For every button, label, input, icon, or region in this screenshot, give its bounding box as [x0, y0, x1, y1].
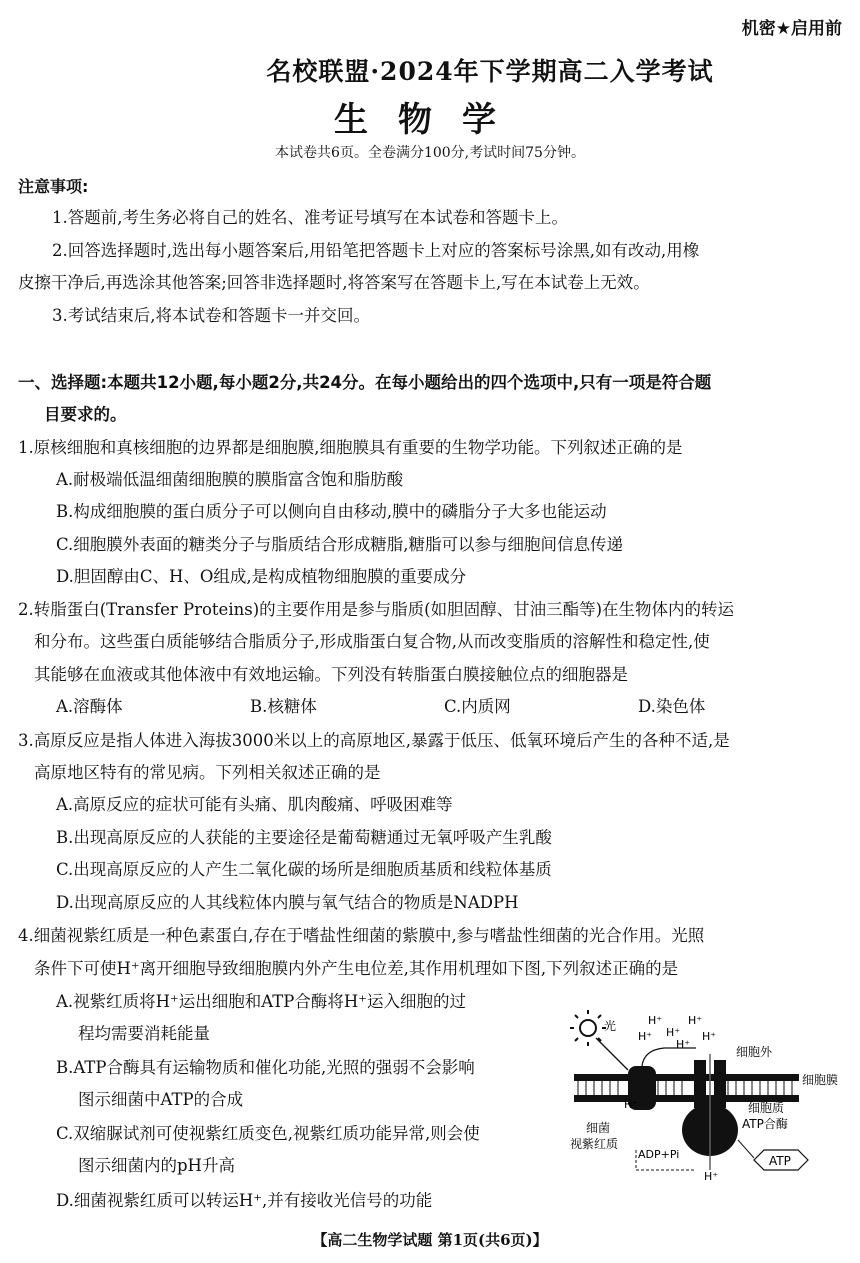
sun-icon [570, 1010, 606, 1046]
q4-option-d: D.细菌视紫红质可以转运H⁺,并有接收光信号的功能 [56, 1191, 433, 1210]
exam-title: 名校联盟·2024年下学期高二入学考试 [266, 57, 714, 86]
notice-item: 3.考试结束后,将本试卷和答题卡一并交回。 [52, 306, 370, 325]
exam-info: 本试卷共6页。全卷满分100分,考试时间75分钟。 [275, 145, 585, 161]
q4-stem: 4.细菌视紫红质是一种色素蛋白,存在于嗜盐性细菌的紫膜中,参与嗜盐性细菌的光合作用。光照 [18, 926, 705, 945]
notice-item: 皮擦干净后,再选涂其他答案;回答非选择题时,将答案写在答题卡上,写在本试卷上无效。 [18, 273, 650, 292]
q3-option-d: D.出现高原反应的人其线粒体内膜与氧气结合的物质是NADPH [56, 893, 519, 912]
q4-option-a-cont: 程均需要消耗能量 [78, 1024, 210, 1043]
adp-label: ADP+Pi [638, 1148, 680, 1161]
h-ion-label: H⁺ [648, 1014, 663, 1027]
subject-title: 生物学 [334, 100, 526, 140]
q4-option-c-cont: 图示细菌内的pH升高 [78, 1156, 235, 1175]
notice-item: 1.答题前,考生务必将自己的姓名、准考证号填写在本试卷和答题卡上。 [52, 208, 568, 227]
confidential-label: 机密★启用前 [741, 19, 842, 39]
q3-option-a: A.高原反应的症状可能有头痛、肌肉酸痛、呼吸困难等 [56, 795, 453, 814]
q2-option-c: C.内质网 [444, 697, 511, 716]
q2-stem: 2.转脂蛋白(Transfer Proteins)的主要作用是参与脂质(如胆固醇、甘油三酯等)在生物体内的转运 [18, 600, 735, 619]
h-ion-label: H⁺ [666, 1026, 681, 1039]
cytoplasm-label: 细胞质 [748, 1101, 785, 1115]
q2-option-d: D.染色体 [638, 697, 706, 716]
light-label: 光 [604, 1019, 617, 1033]
q2-stem: 其能够在血液或其他体液中有效地运输。下列没有转脂蛋白膜接触位点的细胞器是 [34, 665, 628, 684]
q4-option-b-cont: 图示细菌中ATP的合成 [78, 1090, 244, 1109]
q3-option-b: B.出现高原反应的人获能的主要途径是葡萄糖通过无氧呼吸产生乳酸 [56, 828, 552, 847]
notice-heading: 注意事项: [18, 177, 89, 196]
notice-item: 2.回答选择题时,选出每小题答案后,用铅笔把答题卡上对应的答案标号涂黑,如有改动,用橡 [52, 241, 700, 260]
outside-label: 细胞外 [736, 1045, 773, 1059]
h-ion-label: H⁺ [624, 1098, 639, 1111]
q3-option-c: C.出现高原反应的人产生二氧化碳的场所是细胞质基质和线粒体基质 [56, 860, 552, 879]
q2-stem: 和分布。这些蛋白质能够结合脂质分子,形成脂蛋白复合物,从而改变脂质的溶解性和稳定性,使 [34, 632, 710, 651]
membrane-label: 细胞膜 [802, 1073, 839, 1087]
q1-option-a: A.耐极端低温细菌细胞膜的膜脂富含饱和脂肪酸 [56, 470, 404, 489]
h-ion-label: H⁺ [638, 1030, 653, 1043]
h-ion-label: H⁺ [704, 1170, 719, 1183]
q2-option-b: B.核糖体 [250, 697, 317, 716]
h-ion-label: H⁺ [702, 1030, 717, 1043]
lipid-bilayer [574, 1074, 799, 1102]
q2-option-a: A.溶酶体 [56, 697, 123, 716]
section-heading: 一、选择题:本题共12小题,每小题2分,共24分。在每小题给出的四个选项中,只有一项是符合题 [18, 373, 712, 392]
atp-hexagon [754, 1150, 808, 1170]
q4-option-c: C.双缩脲试剂可使视紫红质变色,视紫红质功能异常,则会使 [56, 1124, 480, 1143]
light-arrow [596, 1038, 628, 1070]
q1-option-c: C.细胞膜外表面的糖类分子与脂质结合形成糖脂,糖脂可以参与细胞间信息传递 [56, 535, 624, 554]
page-footer: 【高二生物学试题 第1页(共6页)】 [312, 1231, 548, 1249]
q1-option-d: D.胆固醇由C、H、O组成,是构成植物细胞膜的重要成分 [56, 567, 467, 586]
q4-option-a: A.视紫红质将H⁺运出细胞和ATP合酶将H⁺运入细胞的过 [56, 992, 466, 1011]
membrane-diagram [566, 1000, 856, 1185]
h-ion-label: H⁺ [688, 1014, 703, 1027]
q1-stem: 1.原核细胞和真核细胞的边界都是细胞膜,细胞膜具有重要的生物学功能。下列叙述正确的是 [18, 438, 683, 457]
rhodopsin-label: 视紫红质 [570, 1137, 619, 1151]
bacteria-label: 细菌 [586, 1121, 611, 1135]
q4-stem: 条件下可使H⁺离开细胞导致细胞膜内外产生电位差,其作用机理如下图,下列叙述正确的是 [34, 959, 679, 978]
q3-stem: 3.高原反应是指人体进入海拔3000米以上的高原地区,暴露于低压、低氧环境后产生的各种不适,是 [18, 731, 730, 750]
q1-option-b: B.构成细胞膜的蛋白质分子可以侧向自由移动,膜中的磷脂分子大多也能运动 [56, 502, 607, 521]
h-ion-label: H⁺ [676, 1038, 691, 1051]
section-heading-cont: 目要求的。 [44, 405, 127, 424]
svg-text:ATP: ATP [769, 1154, 791, 1168]
atp-synthase-label: ATP合酶 [742, 1117, 788, 1131]
q4-option-b: B.ATP合酶具有运输物质和催化功能,光照的强弱不会影响 [56, 1058, 475, 1077]
q3-stem: 高原地区特有的常见病。下列相关叙述正确的是 [34, 763, 381, 782]
